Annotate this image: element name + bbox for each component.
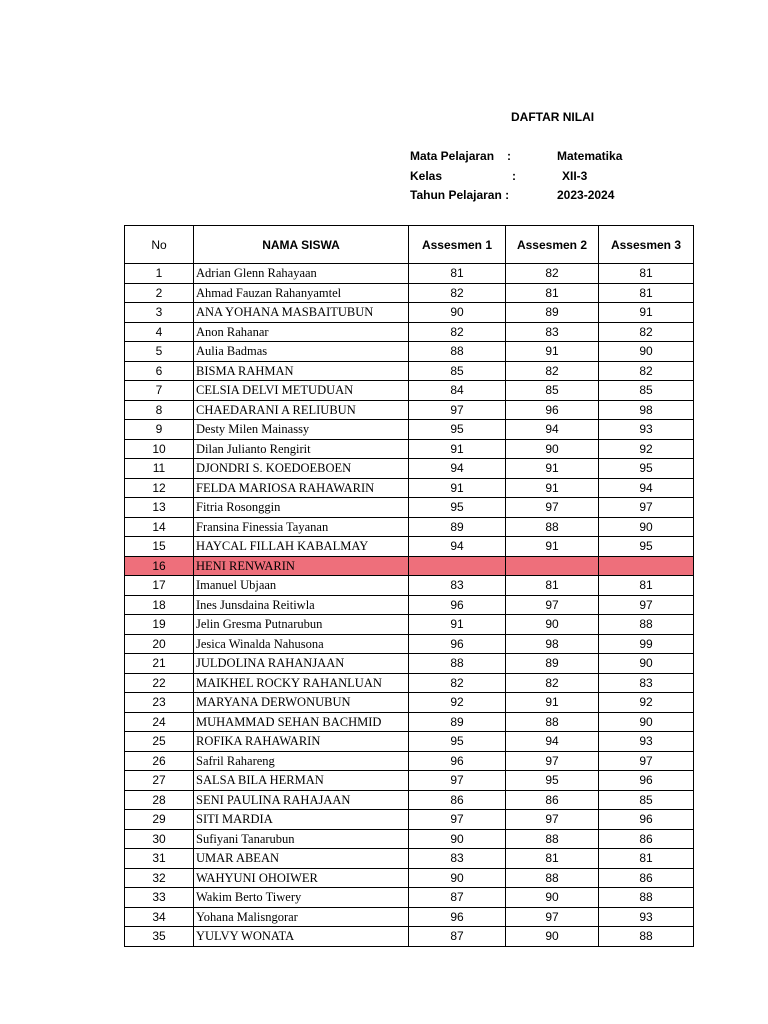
- table-row: [125, 420, 694, 440]
- assessment-1-score: 85: [409, 361, 506, 381]
- row-number: 4: [125, 322, 194, 342]
- table-row: [125, 439, 694, 459]
- assessment-1-score: 90: [409, 829, 506, 849]
- row-number: 21: [125, 654, 194, 674]
- student-name: Ines Junsdaina Reitiwla: [194, 595, 409, 615]
- table-row: [125, 342, 694, 362]
- table-body: [125, 264, 694, 947]
- assessment-3-score: 99: [599, 634, 694, 654]
- assessment-3-score: 93: [599, 420, 694, 440]
- assessment-3-score: 86: [599, 829, 694, 849]
- assessment-3-score: 97: [599, 751, 694, 771]
- assessment-2-score: 88: [506, 517, 599, 537]
- row-number: 22: [125, 673, 194, 693]
- assessment-2-score: 91: [506, 478, 599, 498]
- assessment-1-score: 82: [409, 283, 506, 303]
- row-number: 6: [125, 361, 194, 381]
- assessment-3-score: 83: [599, 673, 694, 693]
- assessment-3-score: 82: [599, 361, 694, 381]
- assessment-1-score: 90: [409, 868, 506, 888]
- assessment-2-score: 95: [506, 771, 599, 791]
- student-name: Jelin Gresma Putnarubun: [194, 615, 409, 635]
- table-row: [125, 712, 694, 732]
- assessment-3-score: 86: [599, 868, 694, 888]
- table-row: [125, 595, 694, 615]
- assessment-2-score: 97: [506, 751, 599, 771]
- student-name: UMAR ABEAN: [194, 849, 409, 869]
- row-number: 23: [125, 693, 194, 713]
- assessment-2-score: 82: [506, 673, 599, 693]
- row-number: 2: [125, 283, 194, 303]
- row-number: 32: [125, 868, 194, 888]
- assessment-1-score: 91: [409, 478, 506, 498]
- table-row: [125, 322, 694, 342]
- table-row: [125, 283, 694, 303]
- table-row: [125, 381, 694, 401]
- assessment-1-score: 96: [409, 751, 506, 771]
- row-number: 8: [125, 400, 194, 420]
- assessment-1-score: 94: [409, 537, 506, 557]
- assessment-3-score: 92: [599, 693, 694, 713]
- assessment-3-score: 82: [599, 322, 694, 342]
- table-row: [125, 927, 694, 947]
- row-number: 10: [125, 439, 194, 459]
- row-number: 19: [125, 615, 194, 635]
- row-number: 9: [125, 420, 194, 440]
- assessment-1-score: 81: [409, 264, 506, 284]
- assessment-3-score: 81: [599, 283, 694, 303]
- student-name: CHAEDARANI A RELIUBUN: [194, 400, 409, 420]
- assessment-3-score: [599, 556, 694, 576]
- table-row: [125, 907, 694, 927]
- row-number: 5: [125, 342, 194, 362]
- assessment-1-score: 96: [409, 907, 506, 927]
- student-name: MAIKHEL ROCKY RAHANLUAN: [194, 673, 409, 693]
- assessment-2-score: 91: [506, 537, 599, 557]
- table-row: [125, 361, 694, 381]
- table-header-row: [125, 226, 694, 264]
- row-number: 3: [125, 303, 194, 323]
- table-row: [125, 654, 694, 674]
- grades-table: [124, 225, 694, 947]
- assessment-2-score: 94: [506, 732, 599, 752]
- assessment-3-score: 81: [599, 264, 694, 284]
- table-row: [125, 576, 694, 596]
- assessment-3-score: 95: [599, 537, 694, 557]
- assessment-1-score: 87: [409, 888, 506, 908]
- row-number: 11: [125, 459, 194, 479]
- student-name: SITI MARDIA: [194, 810, 409, 830]
- assessment-1-score: 97: [409, 810, 506, 830]
- assessment-1-score: 84: [409, 381, 506, 401]
- assessment-1-score: [409, 556, 506, 576]
- table-row: [125, 868, 694, 888]
- student-name: HAYCAL FILLAH KABALMAY: [194, 537, 409, 557]
- assessment-1-score: 89: [409, 712, 506, 732]
- meta-colon: :: [512, 169, 516, 183]
- assessment-2-score: 96: [506, 400, 599, 420]
- assessment-1-score: 97: [409, 771, 506, 791]
- student-name: Wakim Berto Tiwery: [194, 888, 409, 908]
- meta-value: Matematika: [557, 149, 623, 163]
- assessment-2-score: 88: [506, 712, 599, 732]
- assessment-3-score: 94: [599, 478, 694, 498]
- table-row: [125, 751, 694, 771]
- assessment-2-score: 82: [506, 361, 599, 381]
- row-number: 35: [125, 927, 194, 947]
- assessment-2-score: 85: [506, 381, 599, 401]
- assessment-2-score: [506, 556, 599, 576]
- assessment-2-score: 90: [506, 439, 599, 459]
- table-row: [125, 498, 694, 518]
- table-row: [125, 537, 694, 557]
- assessment-2-score: 81: [506, 849, 599, 869]
- row-number: 30: [125, 829, 194, 849]
- student-name: CELSIA DELVI METUDUAN: [194, 381, 409, 401]
- row-number: 20: [125, 634, 194, 654]
- assessment-2-score: 83: [506, 322, 599, 342]
- assessment-3-score: 97: [599, 498, 694, 518]
- assessment-3-score: 88: [599, 927, 694, 947]
- assessment-3-score: 97: [599, 595, 694, 615]
- student-name: MUHAMMAD SEHAN BACHMID: [194, 712, 409, 732]
- table-row: [125, 517, 694, 537]
- student-name: Fitria Rosonggin: [194, 498, 409, 518]
- assessment-2-score: 82: [506, 264, 599, 284]
- assessment-1-score: 96: [409, 595, 506, 615]
- assessment-2-score: 88: [506, 868, 599, 888]
- assessment-2-score: 94: [506, 420, 599, 440]
- row-number: 16: [125, 556, 194, 576]
- assessment-3-score: 88: [599, 888, 694, 908]
- table-row: [125, 673, 694, 693]
- header-assessment-3: Assesmen 3: [599, 226, 694, 264]
- assessment-1-score: 82: [409, 322, 506, 342]
- assessment-2-score: 88: [506, 829, 599, 849]
- student-name: WAHYUNI OHOIWER: [194, 868, 409, 888]
- table-row: [125, 400, 694, 420]
- assessment-1-score: 83: [409, 849, 506, 869]
- student-name: ANA YOHANA MASBAITUBUN: [194, 303, 409, 323]
- table-row: [125, 478, 694, 498]
- assessment-2-score: 91: [506, 342, 599, 362]
- table-row: [125, 303, 694, 323]
- assessment-2-score: 81: [506, 283, 599, 303]
- assessment-2-score: 90: [506, 615, 599, 635]
- meta-colon: :: [507, 149, 511, 163]
- assessment-1-score: 89: [409, 517, 506, 537]
- student-name: Adrian Glenn Rahayaan: [194, 264, 409, 284]
- assessment-3-score: 90: [599, 712, 694, 732]
- assessment-2-score: 90: [506, 927, 599, 947]
- table-row: [125, 732, 694, 752]
- assessment-1-score: 86: [409, 790, 506, 810]
- header-name: NAMA SISWA: [194, 226, 409, 264]
- assessment-3-score: 81: [599, 849, 694, 869]
- assessment-2-score: 98: [506, 634, 599, 654]
- assessment-3-score: 81: [599, 576, 694, 596]
- student-name: Desty Milen Mainassy: [194, 420, 409, 440]
- assessment-1-score: 91: [409, 439, 506, 459]
- assessment-1-score: 95: [409, 732, 506, 752]
- meta-label: Tahun Pelajaran :: [410, 188, 510, 202]
- table-row: [125, 829, 694, 849]
- row-number: 34: [125, 907, 194, 927]
- row-number: 24: [125, 712, 194, 732]
- meta-value: 2023-2024: [557, 188, 615, 202]
- assessment-1-score: 92: [409, 693, 506, 713]
- assessment-2-score: 97: [506, 810, 599, 830]
- student-name: Aulia Badmas: [194, 342, 409, 362]
- assessment-2-score: 97: [506, 498, 599, 518]
- assessment-3-score: 85: [599, 381, 694, 401]
- assessment-1-score: 90: [409, 303, 506, 323]
- row-number: 27: [125, 771, 194, 791]
- student-name: MARYANA DERWONUBUN: [194, 693, 409, 713]
- assessment-3-score: 90: [599, 342, 694, 362]
- assessment-3-score: 90: [599, 654, 694, 674]
- assessment-1-score: 82: [409, 673, 506, 693]
- meta-value: XII-3: [562, 169, 588, 183]
- table-row: [125, 264, 694, 284]
- row-number: 33: [125, 888, 194, 908]
- table-row: [125, 615, 694, 635]
- document-title: DAFTAR NILAI: [511, 110, 595, 124]
- student-name: DJONDRI S. KOEDOEBOEN: [194, 459, 409, 479]
- student-name: FELDA MARIOSA RAHAWARIN: [194, 478, 409, 498]
- row-number: 18: [125, 595, 194, 615]
- meta-label: Mata Pelajaran: [410, 149, 495, 163]
- student-name: SENI PAULINA RAHAJAAN: [194, 790, 409, 810]
- assessment-1-score: 95: [409, 498, 506, 518]
- assessment-3-score: 96: [599, 810, 694, 830]
- assessment-2-score: 81: [506, 576, 599, 596]
- header-assessment-1: Assesmen 1: [409, 226, 506, 264]
- table-row: [125, 810, 694, 830]
- row-number: 13: [125, 498, 194, 518]
- assessment-1-score: 95: [409, 420, 506, 440]
- meta-label: Kelas: [410, 169, 443, 183]
- table-row: [125, 888, 694, 908]
- row-number: 25: [125, 732, 194, 752]
- assessment-2-score: 86: [506, 790, 599, 810]
- row-number: 15: [125, 537, 194, 557]
- assessment-1-score: 97: [409, 400, 506, 420]
- assessment-2-score: 89: [506, 654, 599, 674]
- student-name: Imanuel Ubjaan: [194, 576, 409, 596]
- assessment-1-score: 83: [409, 576, 506, 596]
- student-name: Sufiyani Tanarubun: [194, 829, 409, 849]
- assessment-3-score: 93: [599, 907, 694, 927]
- table-row: [125, 790, 694, 810]
- student-name: SALSA BILA HERMAN: [194, 771, 409, 791]
- student-name: Fransina Finessia Tayanan: [194, 517, 409, 537]
- assessment-1-score: 91: [409, 615, 506, 635]
- assessment-3-score: 92: [599, 439, 694, 459]
- row-number: 31: [125, 849, 194, 869]
- assessment-3-score: 85: [599, 790, 694, 810]
- table-row: [125, 459, 694, 479]
- assessment-1-score: 87: [409, 927, 506, 947]
- row-number: 17: [125, 576, 194, 596]
- row-number: 1: [125, 264, 194, 284]
- assessment-3-score: 98: [599, 400, 694, 420]
- table-row: [125, 634, 694, 654]
- assessment-2-score: 91: [506, 693, 599, 713]
- student-name: Ahmad Fauzan Rahanyamtel: [194, 283, 409, 303]
- student-name: Jesica Winalda Nahusona: [194, 634, 409, 654]
- assessment-3-score: 91: [599, 303, 694, 323]
- student-name: Anon Rahanar: [194, 322, 409, 342]
- assessment-3-score: 96: [599, 771, 694, 791]
- student-name: Dilan Julianto Rengirit: [194, 439, 409, 459]
- student-name: BISMA RAHMAN: [194, 361, 409, 381]
- row-number: 26: [125, 751, 194, 771]
- assessment-1-score: 96: [409, 634, 506, 654]
- assessment-1-score: 88: [409, 342, 506, 362]
- assessment-1-score: 94: [409, 459, 506, 479]
- assessment-2-score: 97: [506, 907, 599, 927]
- assessment-2-score: 90: [506, 888, 599, 908]
- assessment-3-score: 95: [599, 459, 694, 479]
- row-number: 7: [125, 381, 194, 401]
- student-name: Yohana Malisngorar: [194, 907, 409, 927]
- assessment-3-score: 88: [599, 615, 694, 635]
- student-name: HENI RENWARIN: [194, 556, 409, 576]
- header-assessment-2: Assesmen 2: [506, 226, 599, 264]
- table-row: [125, 771, 694, 791]
- table-row: [125, 556, 694, 576]
- student-name: JULDOLINA RAHANJAAN: [194, 654, 409, 674]
- table-row: [125, 849, 694, 869]
- assessment-2-score: 97: [506, 595, 599, 615]
- student-name: YULVY WONATA: [194, 927, 409, 947]
- assessment-1-score: 88: [409, 654, 506, 674]
- student-name: Safril Rahareng: [194, 751, 409, 771]
- table-row: [125, 693, 694, 713]
- row-number: 29: [125, 810, 194, 830]
- row-number: 14: [125, 517, 194, 537]
- header-no: No: [125, 226, 194, 264]
- row-number: 28: [125, 790, 194, 810]
- assessment-2-score: 89: [506, 303, 599, 323]
- assessment-3-score: 93: [599, 732, 694, 752]
- row-number: 12: [125, 478, 194, 498]
- student-name: ROFIKA RAHAWARIN: [194, 732, 409, 752]
- assessment-2-score: 91: [506, 459, 599, 479]
- assessment-3-score: 90: [599, 517, 694, 537]
